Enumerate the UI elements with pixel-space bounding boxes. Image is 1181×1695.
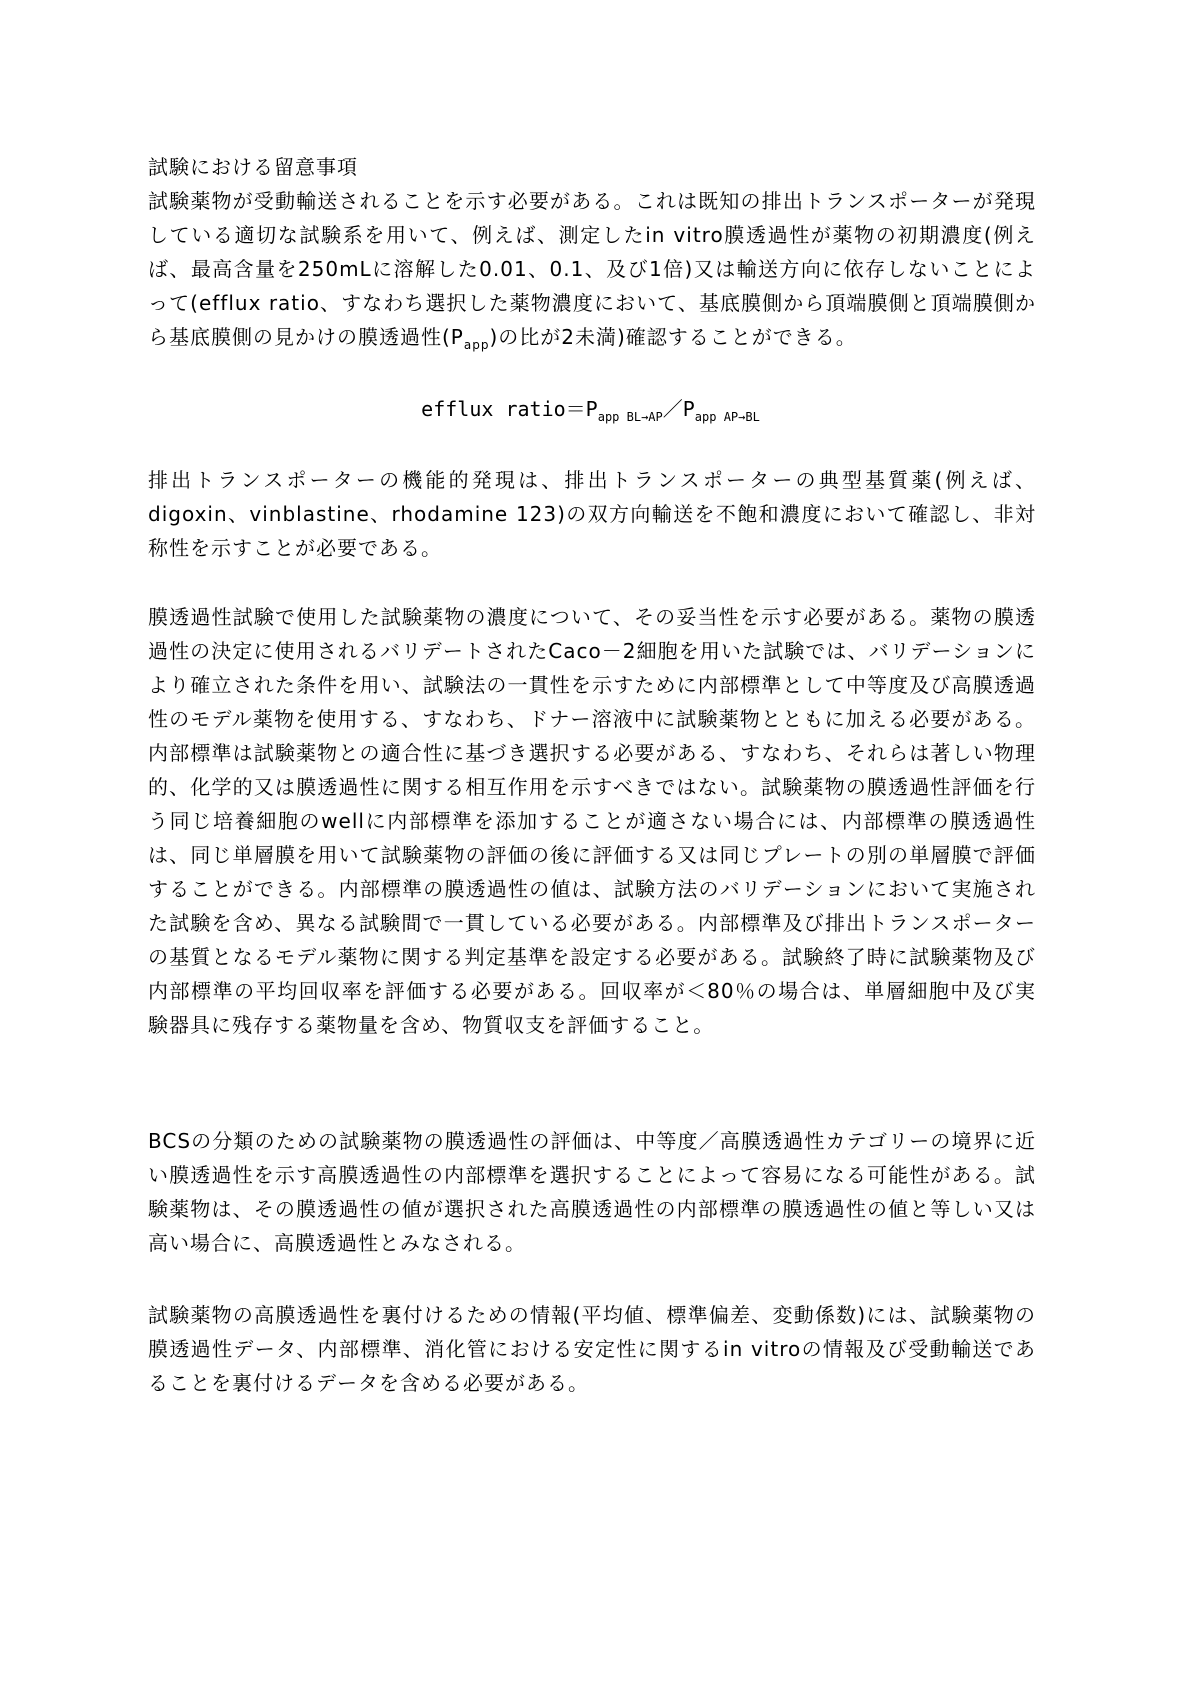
paragraph-passive-transport (148, 184, 1036, 354)
paragraph-bcs-classification: BCSの分類のための試験薬物の膜透過性の評価は、中等度／高膜透過性カテゴリーの境界に近い膜透過性を示す高膜透過性の内部標準を選択することによって容易になる可能性がある。試験薬物は、その膜透過性の値が選択された高膜透過性の内部標準の膜透過性の値と等しい又は高い場合に、高膜透過性とみなされる。 (148, 1129, 1036, 1255)
paragraph-internal-standard: 膜透過性試験で使用した試験薬物の濃度について、その妥当性を示す必要がある。薬物の膜透過性の決定に使用されるバリデートされたCaco－2細胞を用いた試験では、バリデーションにより確立された条件を用い、試験法の一貫性を示すために内部標準として中等度及び高膜透過性のモデル薬物を使用する、すなわち、ドナー溶液中に試験薬物とともに加える必要がある。内部標準は試験薬物との適合性に基づき選択する必要がある、すなわち、それらは著しい物理的、化学的又は膜透過性に関する相互作用を示すべきではない。試験薬物の膜透過性評価を行う同じ培養細胞のwellに内部標準を添加することが適さない場合には、内部標準の膜透過性は、同じ単層膜を用いて試験薬物の評価の後に評価する又は同じプレートの別の単層膜で評価することができる。内部標準の膜透過性の値は、試験方法のバリデーションにおいて実施された試験を含め、異なる試験間で一貫している必要がある。内部標準及び排出トランスポーターの基質となるモデル薬物に関する判定基準を設定する必要がある。試験終了時に試験薬物及び内部標準の平均回収率を評価する必要がある。回収率が＜80％の場合は、単層細胞中及び実験器具に残存する薬物量を含め、物質収支を評価すること。 (148, 605, 1036, 1037)
paragraph-supporting-information: 試験薬物の高膜透過性を裏付けるための情報(平均値、標準偏差、変動係数)には、試験薬物の膜透過性データ、内部標準、消化管における安定性に関するin vitroの情報及び受動輸送であることを裏付けるデータを含める必要がある。 (148, 1303, 1036, 1395)
formula-sub-ap-bl: app AP→BL (694, 410, 760, 424)
formula-sub-bl-ap: app BL→AP (597, 410, 663, 424)
section-heading: 試験における留意事項 (148, 155, 358, 179)
formula-separator: ／P (662, 397, 695, 421)
paragraph-efflux-transporter: 排出トランスポーターの機能的発現は、排出トランスポーターの典型基質薬(例えば、digoxin、vinblastine、rhodamine 123)の双方向輸送を不飽和濃度において確認し、非対称性を示すことが必要である。 (148, 468, 1036, 560)
paragraph-passive-transport-main: 試験薬物が受動輸送されることを示す必要がある。これは既知の排出トランスポーターが発現している適切な試験系を用いて、例えば、測定したin vitro膜透過性が薬物の初期濃度(例えば、最高含量を250mLに溶解した0.01、0.1、及び1倍)又は輸送方向に依存しないことによって(efflux ratio、すなわち選択した薬物濃度において、基底膜側から頂端膜側と頂端膜側から基底膜側の見かけの膜透過性(P (148, 189, 1036, 349)
papp-subscript: app (463, 338, 490, 352)
paragraph-passive-transport-tail: )の比が2未満)確認することができる。 (489, 325, 857, 349)
efflux-ratio-formula (0, 392, 1181, 426)
formula-lhs: efflux ratio＝P (421, 397, 598, 421)
